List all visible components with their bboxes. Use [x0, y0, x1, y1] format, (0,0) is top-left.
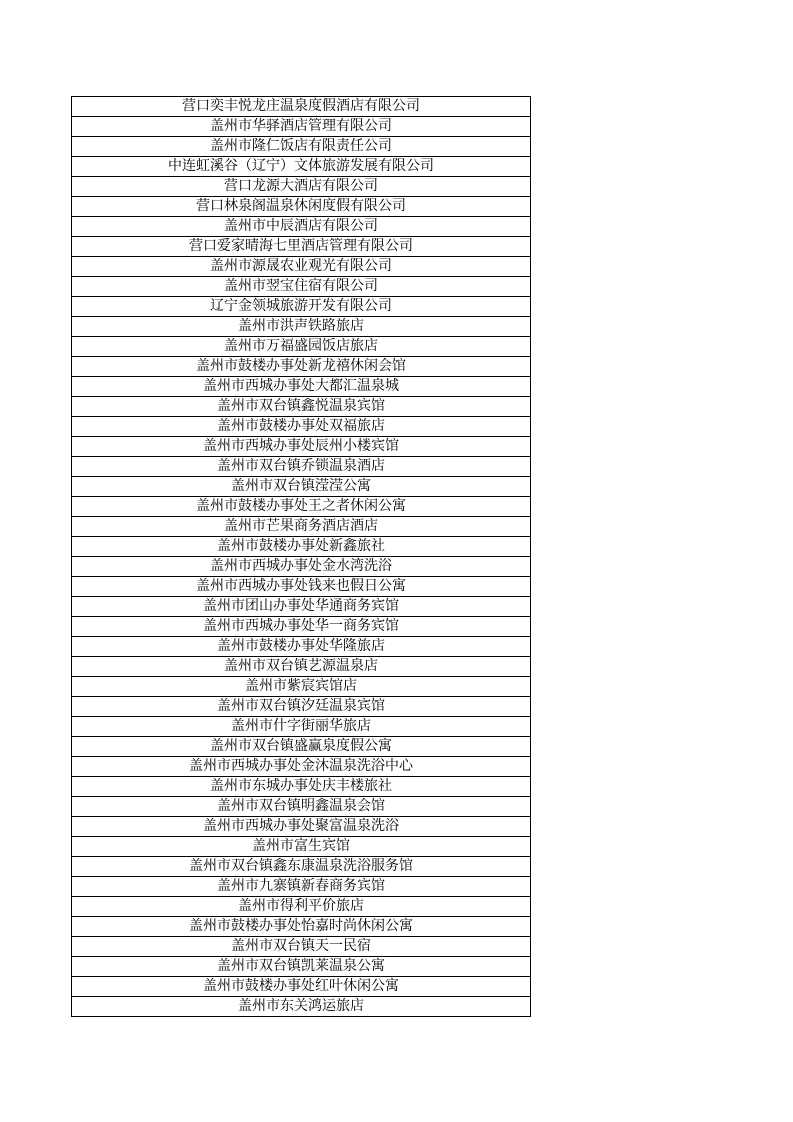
table-row [72, 557, 531, 577]
company-name-cell: 盖州市中辰酒店有限公司 [72, 217, 531, 237]
company-name-cell: 盖州市西城办事处辰州小楼宾馆 [72, 437, 531, 457]
table-row [72, 957, 531, 977]
company-name-cell: 盖州市鼓楼办事处红叶休闲公寓 [72, 977, 531, 997]
company-name-cell: 盖州市双台镇盛赢泉度假公寓 [72, 737, 531, 757]
company-name-cell: 盖州市西城办事处大都汇温泉城 [72, 377, 531, 397]
table-row [72, 997, 531, 1017]
table-row [72, 457, 531, 477]
company-name-cell: 营口林泉阁温泉休闲度假有限公司 [72, 197, 531, 217]
table-row [72, 617, 531, 637]
table-row [72, 237, 531, 257]
table-row [72, 657, 531, 677]
company-list-table [71, 96, 531, 1017]
table-row [72, 157, 531, 177]
table-row [72, 517, 531, 537]
table-row [72, 737, 531, 757]
table-row [72, 497, 531, 517]
company-name-cell: 盖州市双台镇天一民宿 [72, 937, 531, 957]
company-name-cell: 盖州市鼓楼办事处新鑫旅社 [72, 537, 531, 557]
table-row [72, 677, 531, 697]
table-row [72, 817, 531, 837]
company-name-cell: 盖州市鼓楼办事处王之者休闲公寓 [72, 497, 531, 517]
company-name-cell: 中连虹溪谷（辽宁）文体旅游发展有限公司 [72, 157, 531, 177]
company-name-cell: 盖州市万福盛园饭店旅店 [72, 337, 531, 357]
company-name-cell: 盖州市什字街丽华旅店 [72, 717, 531, 737]
company-name-cell: 盖州市鼓楼办事处新龙禧休闲会馆 [72, 357, 531, 377]
company-name-cell: 盖州市西城办事处金沐温泉洗浴中心 [72, 757, 531, 777]
company-name-cell: 盖州市双台镇乔锁温泉酒店 [72, 457, 531, 477]
company-name-cell: 盖州市西城办事处聚富温泉洗浴 [72, 817, 531, 837]
table-row [72, 377, 531, 397]
company-name-cell: 盖州市洪声铁路旅店 [72, 317, 531, 337]
table-row [72, 937, 531, 957]
table-row [72, 977, 531, 997]
table-row [72, 437, 531, 457]
company-name-cell: 盖州市双台镇滢滢公寓 [72, 477, 531, 497]
table-row [72, 277, 531, 297]
table-row [72, 217, 531, 237]
table-row [72, 317, 531, 337]
company-name-cell: 盖州市富生宾馆 [72, 837, 531, 857]
table-row [72, 637, 531, 657]
table-row [72, 897, 531, 917]
company-name-cell: 盖州市鼓楼办事处双福旅店 [72, 417, 531, 437]
company-name-cell: 盖州市双台镇明鑫温泉会馆 [72, 797, 531, 817]
company-name-cell: 盖州市东关鸿运旅店 [72, 997, 531, 1017]
table-row [72, 757, 531, 777]
table-row [72, 777, 531, 797]
company-name-cell: 盖州市西城办事处金水湾洗浴 [72, 557, 531, 577]
table-row [72, 417, 531, 437]
company-name-cell: 盖州市芒果商务酒店酒店 [72, 517, 531, 537]
company-name-cell: 盖州市鼓楼办事处华隆旅店 [72, 637, 531, 657]
company-name-cell: 营口龙源大酒店有限公司 [72, 177, 531, 197]
table-row [72, 337, 531, 357]
company-name-cell: 盖州市西城办事处钱来也假日公寓 [72, 577, 531, 597]
table-row [72, 357, 531, 377]
table-row [72, 597, 531, 617]
company-name-cell: 营口爱家晴海七里酒店管理有限公司 [72, 237, 531, 257]
company-name-cell: 盖州市双台镇汐廷温泉宾馆 [72, 697, 531, 717]
table-row [72, 97, 531, 117]
table-row [72, 397, 531, 417]
company-name-cell: 盖州市团山办事处华通商务宾馆 [72, 597, 531, 617]
company-name-cell: 盖州市华驿酒店管理有限公司 [72, 117, 531, 137]
table-row [72, 197, 531, 217]
company-name-cell: 盖州市双台镇鑫悦温泉宾馆 [72, 397, 531, 417]
company-list-body [72, 97, 531, 1017]
table-row [72, 537, 531, 557]
company-name-cell: 盖州市双台镇鑫东康温泉洗浴服务馆 [72, 857, 531, 877]
table-row [72, 797, 531, 817]
company-name-cell: 盖州市翌宝住宿有限公司 [72, 277, 531, 297]
table-row [72, 857, 531, 877]
table-row [72, 137, 531, 157]
table-row [72, 177, 531, 197]
table-row [72, 117, 531, 137]
table-row [72, 837, 531, 857]
table-row [72, 257, 531, 277]
table-row [72, 697, 531, 717]
company-name-cell: 盖州市双台镇艺源温泉店 [72, 657, 531, 677]
table-row [72, 877, 531, 897]
table-row [72, 297, 531, 317]
company-name-cell: 营口奕丰悦龙庄温泉度假酒店有限公司 [72, 97, 531, 117]
table-row [72, 917, 531, 937]
company-name-cell: 盖州市隆仁饭店有限责任公司 [72, 137, 531, 157]
company-name-cell: 盖州市紫宸宾馆店 [72, 677, 531, 697]
company-name-cell: 盖州市鼓楼办事处怡嘉时尚休闲公寓 [72, 917, 531, 937]
company-name-cell: 盖州市东城办事处庆丰楼旅社 [72, 777, 531, 797]
table-row [72, 717, 531, 737]
company-name-cell: 盖州市双台镇凯莱温泉公寓 [72, 957, 531, 977]
table-row [72, 577, 531, 597]
company-name-cell: 盖州市九寨镇新春商务宾馆 [72, 877, 531, 897]
company-name-cell: 辽宁金领城旅游开发有限公司 [72, 297, 531, 317]
company-name-cell: 盖州市得利平价旅店 [72, 897, 531, 917]
company-name-cell: 盖州市源晟农业观光有限公司 [72, 257, 531, 277]
company-name-cell: 盖州市西城办事处华一商务宾馆 [72, 617, 531, 637]
table-row [72, 477, 531, 497]
